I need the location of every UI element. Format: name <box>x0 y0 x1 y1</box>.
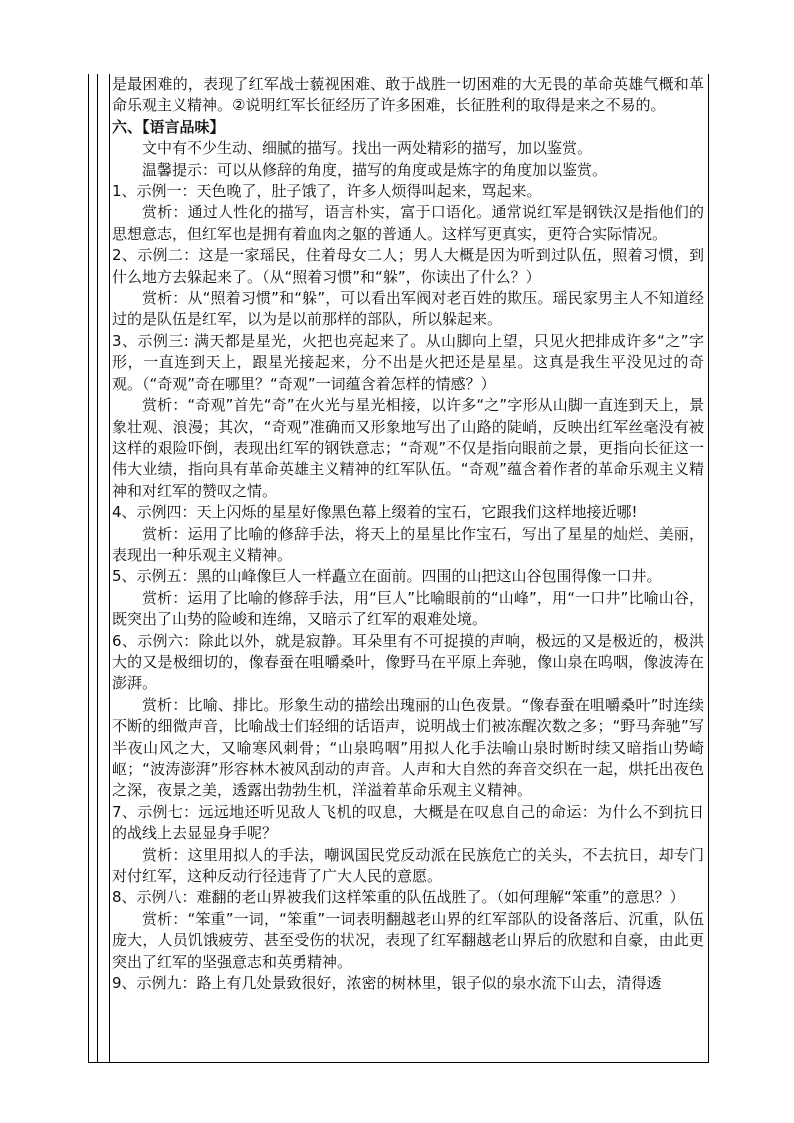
analysis-paragraph: 赏析：“奇观”首先“奇”在火光与星光相接，以许多“之”字形从山脚一直连到天上，景象壮观、浪漫；其次，“奇观”准确而又形象地写出了山路的陡峭，反映出红军丝毫没有被这样的艰险吓倒，表现出红军的钢铁意志；“奇观”不仅是指向眼前之景，更指向长征这一伟大业绩，指向具有革命英雄主义精神的红军队伍。“奇观”蕴含着作者的革命乐观主义精神和对红军的赞叹之情。 <box>112 396 704 500</box>
example-sentence: 1、示例一：天色晚了，肚子饿了，许多人烦得叫起来，骂起来。 <box>112 182 542 201</box>
analysis-paragraph: 赏析：这里用拟人的手法，嘲讽国民党反动派在民族危亡的关头，不去抗日，却专门对付红军，这种反动行径违背了广大人民的意愿。 <box>112 845 704 886</box>
example-sentence: 9、示例九：路上有几处景致很好，浓密的树林里，银子似的泉水流下山去，清得透 <box>112 974 662 993</box>
paragraph: 温馨提示：可以从修辞的角度，描写的角度或是炼字的角度加以鉴赏。 <box>142 160 608 179</box>
example-sentence: 2、示例二：这是一家瑶民，住着母女二人；男人大概是因为听到过队伍，照着习惯，到什么地方去躲起来了。（从“照着习惯”和“躲”，你读出了什么？） <box>112 246 704 286</box>
document-body <box>112 74 704 1062</box>
example-sentence: 6、示例六：除此以外，就是寂静。耳朵里有不可捉摸的声响，极远的又是极近的，极洪大的又是极细切的，像春蚕在咀嚼桑叶，像野马在平原上奔驰，像山泉在呜咽，像波涛在澎湃。 <box>112 631 704 693</box>
table-column-left <box>88 74 98 1062</box>
example-sentence: 3、示例三: 满天都是星光，火把也亮起来了。从山脚向上望，只见火把排成许多“之”字形，一直连到天上，跟星光接起来，分不出是火把还是星星。这真是我生平没见过的奇观。（“奇观”奇在哪里？“奇观”一词蕴含着怎样的情感？） <box>112 331 704 393</box>
table-column-middle <box>98 74 110 1062</box>
example-sentence: 5、示例五：黑的山峰像巨人一样矗立在面前。四围的山把这山谷包围得像一口井。 <box>112 567 662 586</box>
analysis-paragraph: 赏析：比喻、排比。形象生动的描绘出瑰丽的山色夜景。“像春蚕在咀嚼桑叶”时连续不断的细微声音，比喻战士们轻细的话语声，说明战士们被冻醒次数之多；“野马奔驰”写半夜山风之大，又喻寒风刺骨；“山泉呜咽”用拟人化手法喻山泉时断时续又暗指山势崎岖；“波涛澎湃”形容林木被风刮动的声音。人声和大自然的奔音交织在一起，烘托出夜色之深，夜景之美，透露出勃勃生机，洋溢着革命乐观主义精神。 <box>112 695 704 800</box>
analysis-paragraph: 赏析：“笨重”一词，“笨重”一词表明翻越老山界的红军部队的设备落后、沉重，队伍庞大，人员饥饿疲劳、甚至受伤的状况，表现了红军翻越老山界后的欣慰和自豪，由此更突出了红军的坚强意志和英勇精神。 <box>112 909 704 971</box>
paragraph: 文中有不少生动、细腻的描写。找出一两处精彩的描写，加以鉴赏。 <box>142 139 593 158</box>
example-sentence: 4、示例四：天上闪烁的星星好像黑色幕上缀着的宝石，它跟我们这样地接近哪! <box>112 503 638 522</box>
analysis-paragraph: 赏析：从“照着习惯”和“躲”，可以看出军阀对老百姓的欺压。瑶民家男主人不知道经过的是队伍是红军，以为是以前那样的部队，所以躲起来。 <box>112 289 704 329</box>
analysis-paragraph: 赏析：运用了比喻的修辞手法，用“巨人”比喻眼前的“山峰”，用“一口井”比喻山谷，既突出了山势的险峻和连绵，又暗示了红军的艰难处境。 <box>112 588 704 629</box>
analysis-paragraph: 赏析：通过人性化的描写，语言朴实，富于口语化。通常说红军是钢铁汉是指他们的思想意志，但红军也是拥有着血肉之躯的普通人。这样写更真实，更符合实际情况。 <box>112 203 704 243</box>
section-heading: 六、【语言品味】 <box>112 117 225 136</box>
analysis-paragraph: 赏析：运用了比喻的修辞手法，将天上的星星比作宝石，写出了星星的灿烂、美丽，表现出一种乐观主义精神。 <box>112 524 704 564</box>
example-sentence: 7、示例七：远远地还听见敌人飞机的叹息，大概是在叹息自己的命运：为什么不到抗日的战线上去显显身手呢？ <box>112 802 704 843</box>
example-sentence: 8、示例八：难翻的老山界被我们这样笨重的队伍战胜了。（如何理解“笨重”的意思？） <box>112 888 685 907</box>
paragraph: 是最困难的，表现了红军战士藐视困难、敢于战胜一切困难的大无畏的革命英雄气概和革命乐观主义精神。②说明红军长征经历了许多困难，长征胜利的取得是来之不易的。 <box>112 75 704 115</box>
